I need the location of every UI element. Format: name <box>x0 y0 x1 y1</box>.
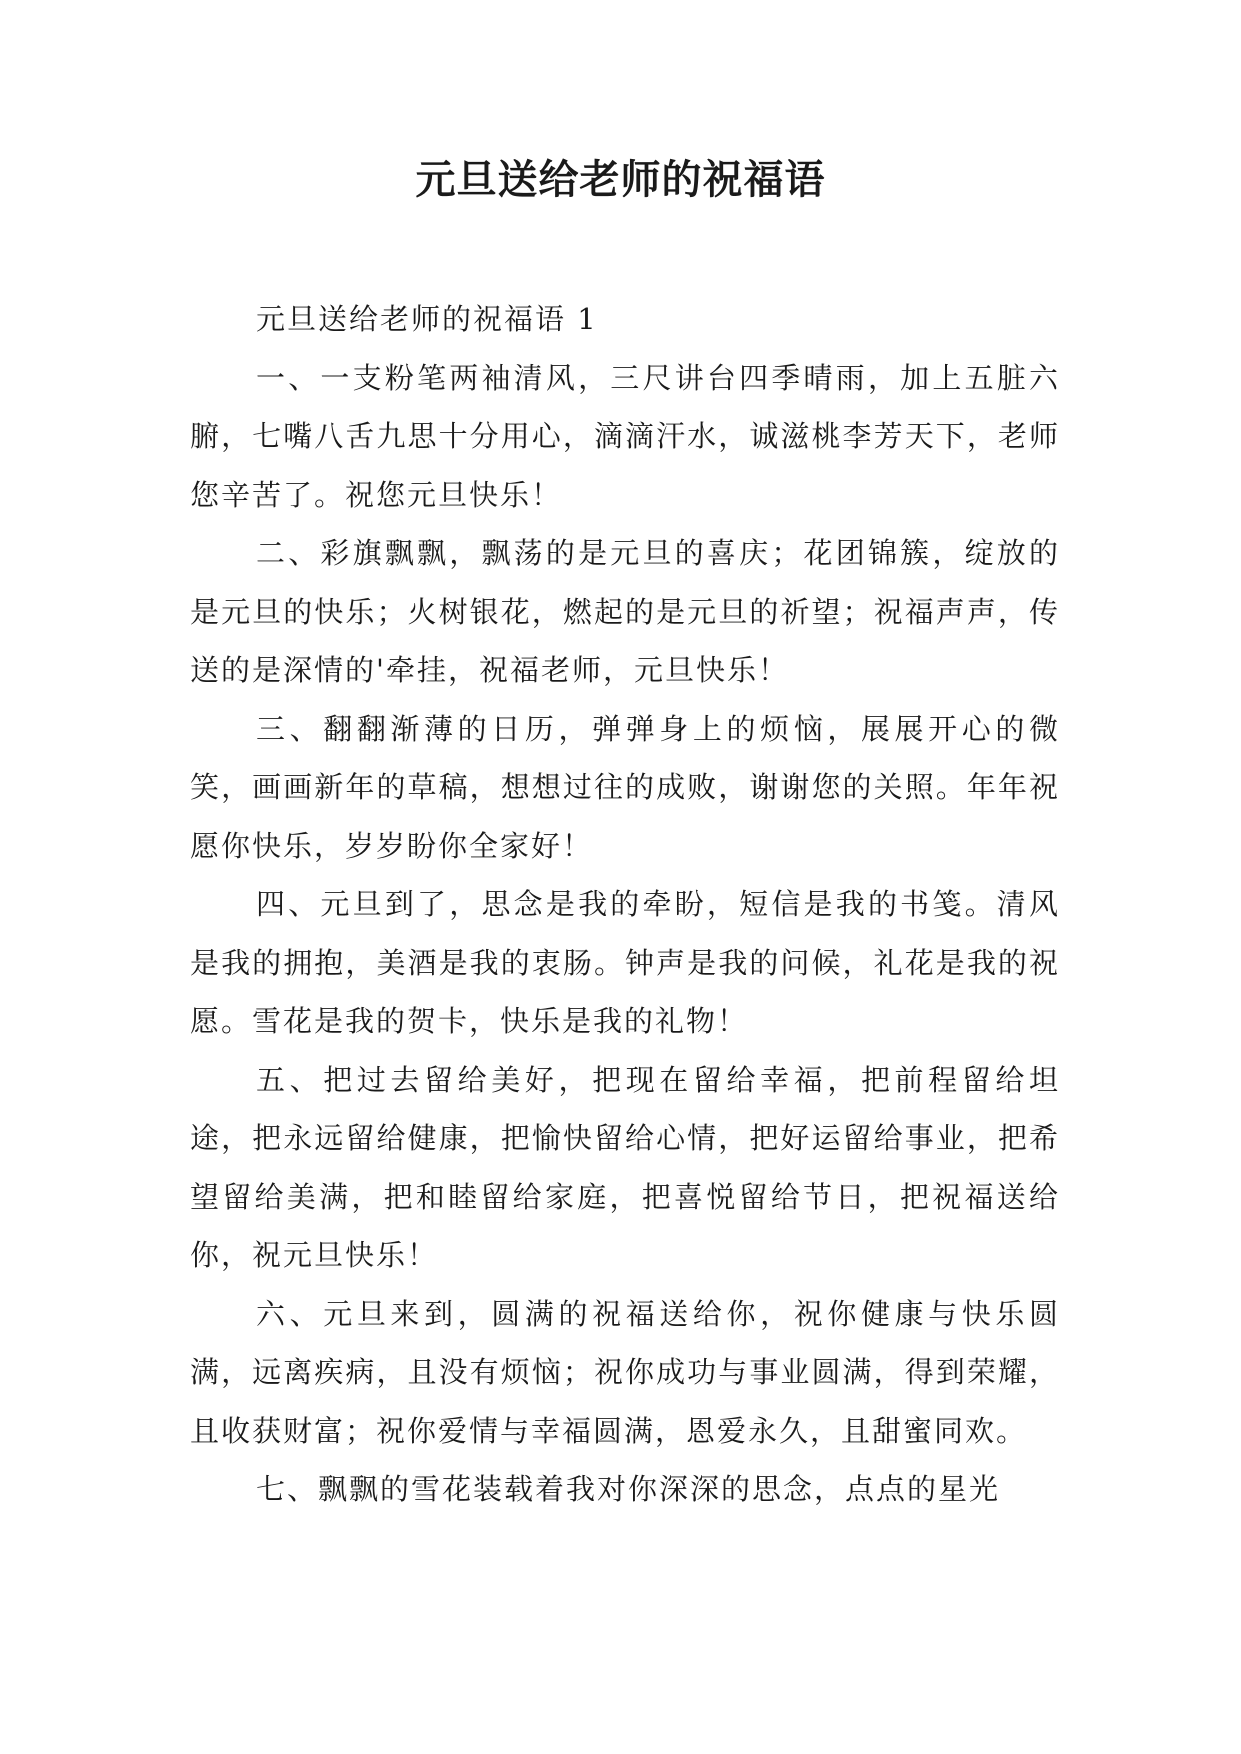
paragraph-2: 二、彩旗飘飘，飘荡的是元旦的喜庆；花团锦簇，绽放的是元旦的快乐；火树银花，燃起的是元旦的祈望；祝福声声，传送的是深情的'牵挂，祝福老师，元旦快乐！ <box>190 536 1060 687</box>
paragraph-4: 四、元旦到了，思念是我的牵盼，短信是我的书笺。清风是我的拥抱，美酒是我的衷肠。钟声是我的问候，礼花是我的祝愿。雪花是我的贺卡，快乐是我的礼物！ <box>190 887 1060 1038</box>
paragraph-1: 一、一支粉笔两袖清风，三尺讲台四季晴雨，加上五脏六腑，七嘴八舌九思十分用心，滴滴汗水，诚滋桃李芳天下，老师您辛苦了。祝您元旦快乐！ <box>190 360 1060 512</box>
paragraph-6: 六、元旦来到，圆满的祝福送给你，祝你健康与快乐圆满，远离疾病，且没有烦恼；祝你成功与事业圆满，得到荣耀，且收获财富；祝你爱情与幸福圆满，恩爱永久，且甜蜜同欢。 <box>190 1296 1060 1448</box>
section-heading: 元旦送给老师的祝福语 1 <box>256 302 598 336</box>
paragraph-3: 三、翻翻渐薄的日历，弹弹身上的烦恼，展展开心的微笑，画画新年的草稿，想想过往的成败，谢谢您的关照。年年祝愿你快乐，岁岁盼你全家好！ <box>190 711 1060 863</box>
paragraph-5: 五、把过去留给美好，把现在留给幸福，把前程留给坦途，把永远留给健康，把愉快留给心情，把好运留给事业，把希望留给美满，把和睦留给家庭，把喜悦留给节日，把祝福送给你，祝元旦快乐！ <box>190 1062 1060 1272</box>
document-title: 元旦送给老师的祝福语 <box>415 157 826 203</box>
paragraph-7: 七、飘飘的雪花装载着我对你深深的思念，点点的星光 <box>256 1472 1001 1506</box>
document-body <box>190 290 1060 1519</box>
